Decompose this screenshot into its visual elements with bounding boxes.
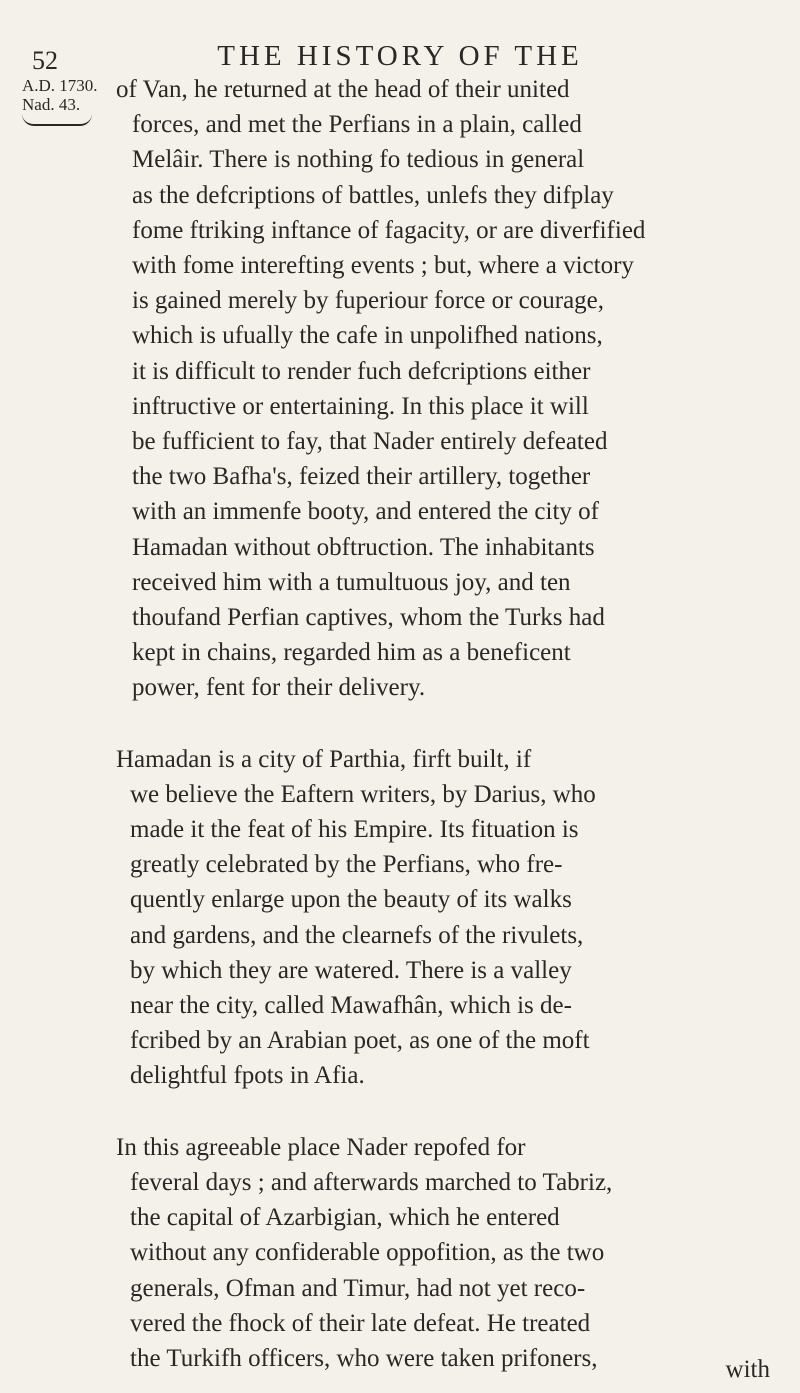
text-line: near the city, called Mawafhân, which is de- <box>130 992 572 1020</box>
text-line: be fufficient to fay, that Nader entirely defeated <box>132 428 608 456</box>
margin-note-year: A.D. 1730. <box>22 76 98 95</box>
paragraph <box>116 742 776 1094</box>
text-line: delightful fpots in Afia. <box>130 1062 365 1090</box>
margin-note <box>22 76 110 126</box>
text-line: by which they are watered. There is a valley <box>130 956 572 984</box>
text-line: received him with a tumultuous joy, and ten <box>132 568 571 596</box>
text-line: and gardens, and the clearnefs of the rivulets, <box>130 921 584 949</box>
text-line: it is difficult to render fuch defcriptions either <box>132 357 591 385</box>
text-line: In this agreeable place Nader repofed for <box>116 1133 526 1161</box>
text-line: vered the fhock of their late defeat. He treated <box>130 1309 591 1337</box>
text-line: quently enlarge upon the beauty of its walks <box>130 886 572 914</box>
text-line: with an immenfe booty, and entered the city of <box>132 498 599 526</box>
text-line: is gained merely by fuperiour force or courage, <box>132 287 605 315</box>
text-line: fome ftriking inftance of fagacity, or are diverfified <box>132 216 646 244</box>
running-head: THE HISTORY OF THE <box>217 40 583 72</box>
text-line: as the defcriptions of battles, unlefs they difplay <box>132 181 614 209</box>
text-line: feveral days ; and afterwards marched to Tabriz, <box>130 1168 613 1196</box>
text-line: power, fent for their delivery. <box>132 674 426 702</box>
text-line: thoufand Perfian captives, whom the Turks had <box>132 604 605 632</box>
margin-brace <box>22 114 92 126</box>
paragraph <box>116 1130 776 1376</box>
text-line: inftructive or entertaining. In this place it will <box>132 392 589 420</box>
text-line: greatly celebrated by the Perfians, who fre- <box>130 851 563 879</box>
text-line: the Turkifh officers, who were taken prifoners, <box>130 1344 598 1372</box>
text-line: without any confiderable oppofition, as the two <box>130 1239 605 1267</box>
text-line: the capital of Azarbigian, which he entered <box>130 1204 560 1232</box>
text-line: of Van, he returned at the head of their united <box>116 76 570 103</box>
text-line: made it the feat of his Empire. Its fituation is <box>130 816 579 844</box>
text-line: fcribed by an Arabian poet, as one of the moft <box>130 1027 590 1055</box>
text-line: Hamadan is a city of Parthia, firft built, if <box>116 745 532 773</box>
text-line: Hamadan without obftruction. The inhabitants <box>132 533 595 561</box>
text-line: which is ufually the cafe in unpolifhed nations, <box>132 322 603 350</box>
text-line: the two Bafha's, feized their artillery, together <box>132 463 591 491</box>
margin-note-reign: Nad. 43. <box>22 95 81 114</box>
page-number: 52 <box>32 46 58 75</box>
catchword: with <box>725 1356 770 1383</box>
text-line: kept in chains, regarded him as a beneficent <box>132 639 571 667</box>
text-line: we believe the Eaftern writers, by Darius, who <box>130 780 596 808</box>
text-line: generals, Ofman and Timur, had not yet reco- <box>130 1274 586 1302</box>
text-line: with fome interefting events ; but, where a victory <box>132 252 634 280</box>
paragraph <box>116 72 776 706</box>
text-line: forces, and met the Perfians in a plain, called <box>132 111 582 139</box>
text-line: Melâir. There is nothing fo tedious in general <box>132 146 585 174</box>
body-text <box>116 72 776 1376</box>
